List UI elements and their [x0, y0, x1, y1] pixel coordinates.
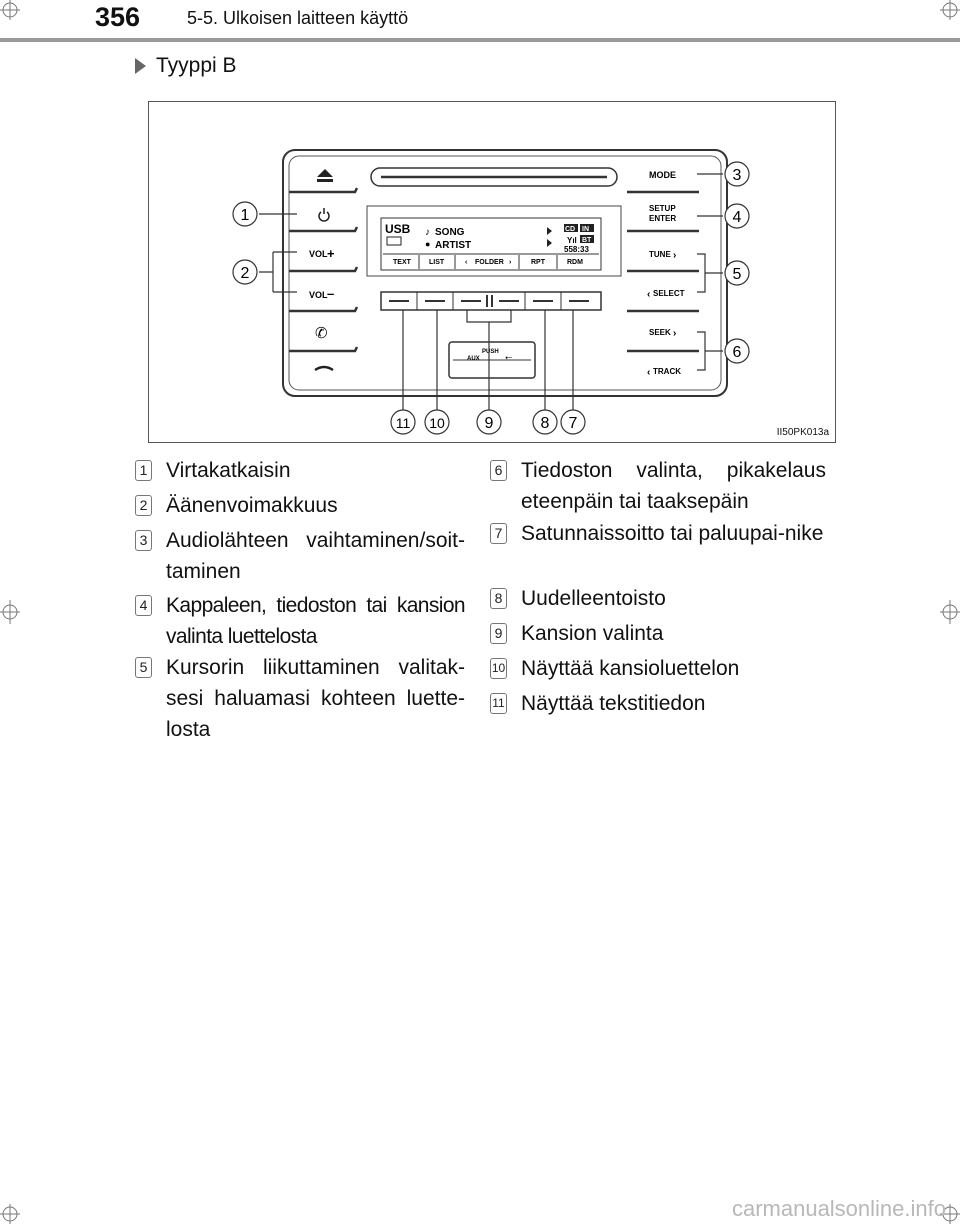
- triangle-arrow-icon: [135, 58, 146, 74]
- legend-text: Äänenvoimakkuus: [166, 494, 338, 517]
- seek-label: SEEK: [649, 328, 671, 337]
- chevron-left-icon: ‹: [647, 367, 651, 378]
- chevron-left-icon: ‹: [465, 259, 468, 266]
- type-heading: [135, 54, 237, 78]
- music-note-icon: ♪: [425, 227, 430, 238]
- legend-number: 8: [490, 588, 507, 609]
- legend-item: [135, 455, 291, 486]
- legend-number: 1: [135, 460, 152, 481]
- track-label: TRACK: [653, 367, 681, 376]
- aux-label: AUX: [467, 356, 480, 362]
- figure-code: II50PK013a: [776, 427, 829, 438]
- legend-text: Kappaleen, tiedoston tai kansion valinta luettelosta: [166, 594, 465, 648]
- signal-icon: Yıl: [567, 236, 577, 245]
- callout-9: 9: [484, 415, 494, 432]
- page-number: 356: [95, 2, 141, 32]
- callout-2: 2: [240, 265, 250, 282]
- legend-text: Virtakatkaisin: [166, 459, 291, 482]
- callout-7: 7: [568, 415, 578, 432]
- vol-up-label: VOL: [309, 249, 328, 259]
- phone-pickup-icon: ✆: [315, 325, 328, 342]
- legend-number: 10: [490, 658, 507, 679]
- legend-text: Tiedoston valinta, pikakelaus eteenpäin tai taaksepäin: [521, 459, 826, 513]
- legend-text: Kansion valinta: [521, 622, 664, 645]
- callout-4: 4: [732, 209, 742, 226]
- type-heading-text: Tyyppi B: [156, 54, 237, 77]
- legend-text: Näyttää tekstitiedon: [521, 692, 706, 715]
- callout-10: 10: [429, 415, 445, 431]
- usb-icon: ⭠: [505, 352, 513, 362]
- legend-text: Kursorin liikuttaminen valitak-sesi haluamasi kohteen luette-losta: [166, 656, 465, 741]
- legend-number: 2: [135, 495, 152, 516]
- softkey-folder: FOLDER: [475, 259, 504, 266]
- legend-number: 5: [135, 657, 152, 678]
- legend-text: Uudelleentoisto: [521, 587, 666, 610]
- legend-item: [135, 652, 465, 745]
- audio-unit-illustration: [149, 102, 835, 442]
- legend-item: [490, 518, 826, 549]
- callout-8: 8: [540, 415, 550, 432]
- legend-number: 4: [135, 595, 152, 616]
- softkey-list: LIST: [429, 259, 445, 266]
- legend-item: [490, 455, 826, 517]
- select-label: SELECT: [653, 289, 685, 298]
- display-song: SONG: [435, 227, 465, 238]
- enter-label: ENTER: [649, 214, 677, 223]
- legend-number: 9: [490, 623, 507, 644]
- legend-item: [135, 590, 465, 652]
- push-label: PUSH: [482, 349, 499, 355]
- setup-label: SETUP: [649, 204, 676, 213]
- tune-label: TUNE: [649, 250, 671, 259]
- callout-3: 3: [732, 167, 742, 184]
- softkey-text: TEXT: [393, 259, 411, 266]
- mode-label: MODE: [649, 170, 676, 180]
- header-divider: [0, 38, 960, 42]
- display-artist: ARTIST: [435, 240, 472, 251]
- legend-text: Satunnaissoitto tai paluupai-nike: [521, 522, 824, 545]
- cd-badge: CD: [565, 226, 576, 233]
- callout-1: 1: [240, 207, 250, 224]
- legend-text: Audiolähteen vaihtaminen/soit-taminen: [166, 529, 465, 583]
- callout-11: 11: [395, 415, 411, 431]
- legend-item: [490, 688, 705, 719]
- section-title: 5-5. Ulkoisen laitteen käyttö: [187, 8, 409, 28]
- audio-unit-figure: [148, 101, 836, 443]
- legend-item: [490, 618, 663, 649]
- legend-item: [135, 525, 465, 587]
- display-time: 558:33: [564, 245, 589, 254]
- legend-number: 11: [490, 693, 507, 714]
- legend-number: 6: [490, 460, 507, 481]
- display-source: USB: [385, 222, 411, 236]
- legend-number: 3: [135, 530, 152, 551]
- callout-5: 5: [732, 266, 742, 283]
- softkey-rpt: RPT: [531, 259, 545, 266]
- watermark: carmanualsonline.info: [731, 1196, 946, 1221]
- chevron-left-icon: ‹: [647, 289, 651, 300]
- in-badge: IN: [582, 226, 589, 233]
- plus-icon: +: [327, 246, 335, 261]
- vol-down-label: VOL: [309, 290, 328, 300]
- softkey-rdm: RDM: [567, 259, 583, 266]
- chevron-right-icon: ›: [673, 328, 677, 339]
- person-icon: ●: [425, 239, 431, 249]
- legend-item: [490, 583, 666, 614]
- legend-item: [490, 653, 739, 684]
- chevron-right-icon: ›: [509, 259, 512, 266]
- bt-badge: BT: [582, 237, 592, 244]
- legend-item: [135, 490, 338, 521]
- legend-text: Näyttää kansioluettelon: [521, 657, 740, 680]
- callout-6: 6: [732, 344, 742, 361]
- legend-number: 7: [490, 523, 507, 544]
- minus-icon: –: [327, 286, 335, 301]
- chevron-right-icon: ›: [673, 250, 677, 261]
